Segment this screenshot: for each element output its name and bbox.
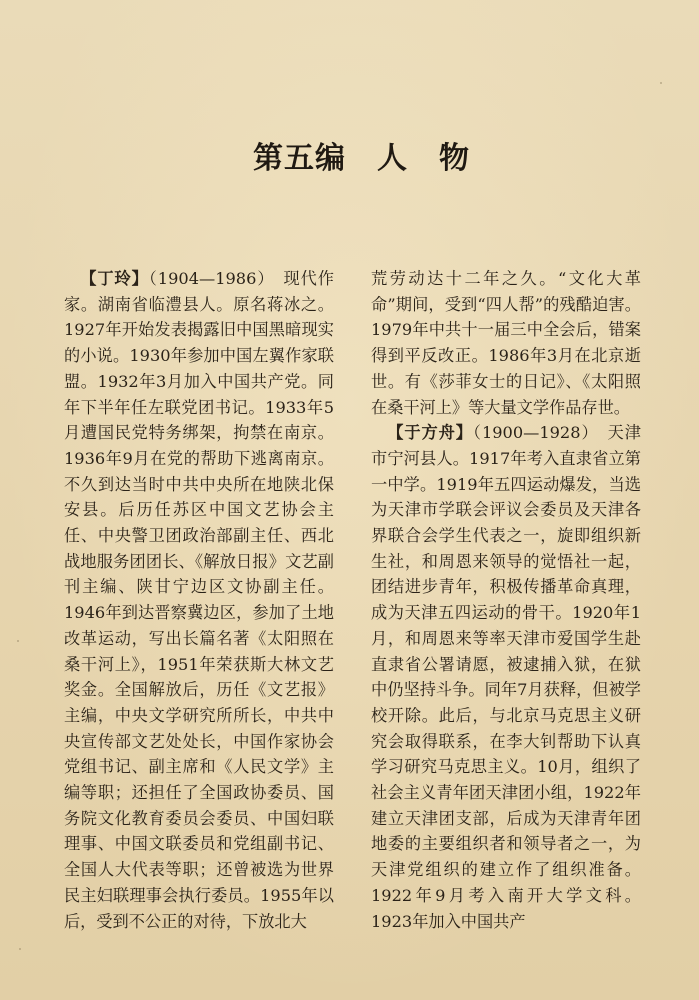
left-text-column — [64, 266, 334, 934]
entry-name-yu-fangzhou: 【于方舟】 — [387, 423, 473, 443]
entry-body-ding-ling: （1904—1986） 现代作家。湖南省临澧县人。原名蒋冰之。1927年开始发表揭露旧中国黑暗现实的小说。1930年参加中国左翼作家联盟。1932年3月加入中国共产党。同年下半年任左联党团书记。1933年5月遭国民党特务绑架，拘禁在南京。1936年9月在党的帮助下逃离南京。不久到达当时中共中央所在地陕北保安县。后历任苏区中国文艺协会主任、中央警卫团政治部副主任、西北战地服务团团长、《解放日报》文艺副刊主编、陕甘宁边区文协副主任。1946年到达晋察冀边区，参加了土地改革运动，写出长篇名著《太阳照在桑干河上》，1951年荣获斯大林文艺奖金。全国解放后，历任《文艺报》主编，中央文学研究所所长，中共中央宣传部文艺处处长，中国作家协会党组书记、副主席和《人民文学》主编等职；还担任了全国政协委员、国务院文化教育委员会委员、中国妇联理事、中国文联委员和党组副书记、全国人大代表等职；还曾被选为世界民主妇联理事会执行委员。1955年以后，受到不公正的对待，下放北大 — [64, 269, 334, 931]
entry-name-ding-ling: 【丁玲】 — [80, 269, 149, 288]
entry-yu-fangzhou — [371, 420, 641, 934]
paper-speck — [19, 948, 21, 950]
entry-body-yu-fangzhou: （1900—1928） 天津市宁河县人。1917年考入直隶省立第一中学。1919年五四运动爆发，当选为天津市学联会评议会委员及天津各界联合会学生代表之一，旋即组织新生社，和周恩来领导的觉悟社一起，团结进步青年，积极传播革命真理，成为天津五四运动的骨干。1920年1月，和周恩来等率天津市爱国学生赴直隶省公署请愿，被逮捕入狱，在狱中仍坚持斗争。同年7月获释，但被学校开除。此后，与北京马克思主义研究会取得联系，在李大钊帮助下认真学习研究马克思主义。10月，组织了社会主义青年团天津团小组，1922年建立天津团支部，后成为天津青年团地委的主要组织者和领导者之一，为天津党组织的建立作了组织准备。1922年9月考入南开大学文科。1923年加入中国共产 — [371, 423, 641, 931]
paper-speck — [660, 82, 662, 84]
entry-ding-ling-continued: 荒劳动达十二年之久。“文化大革命”期间，受到“四人帮”的残酷迫害。1979年中共十一届三中全会后，错案得到平反改正。1986年3月在北京逝世。有《莎菲女士的日记》、《太阳照在桑干河上》等大量文学作品存世。 — [371, 269, 641, 417]
page-title: 第五编 人 物 — [253, 141, 470, 176]
paper-speck — [17, 640, 19, 642]
entry-ding-ling — [64, 266, 334, 934]
right-text-column — [371, 266, 641, 934]
